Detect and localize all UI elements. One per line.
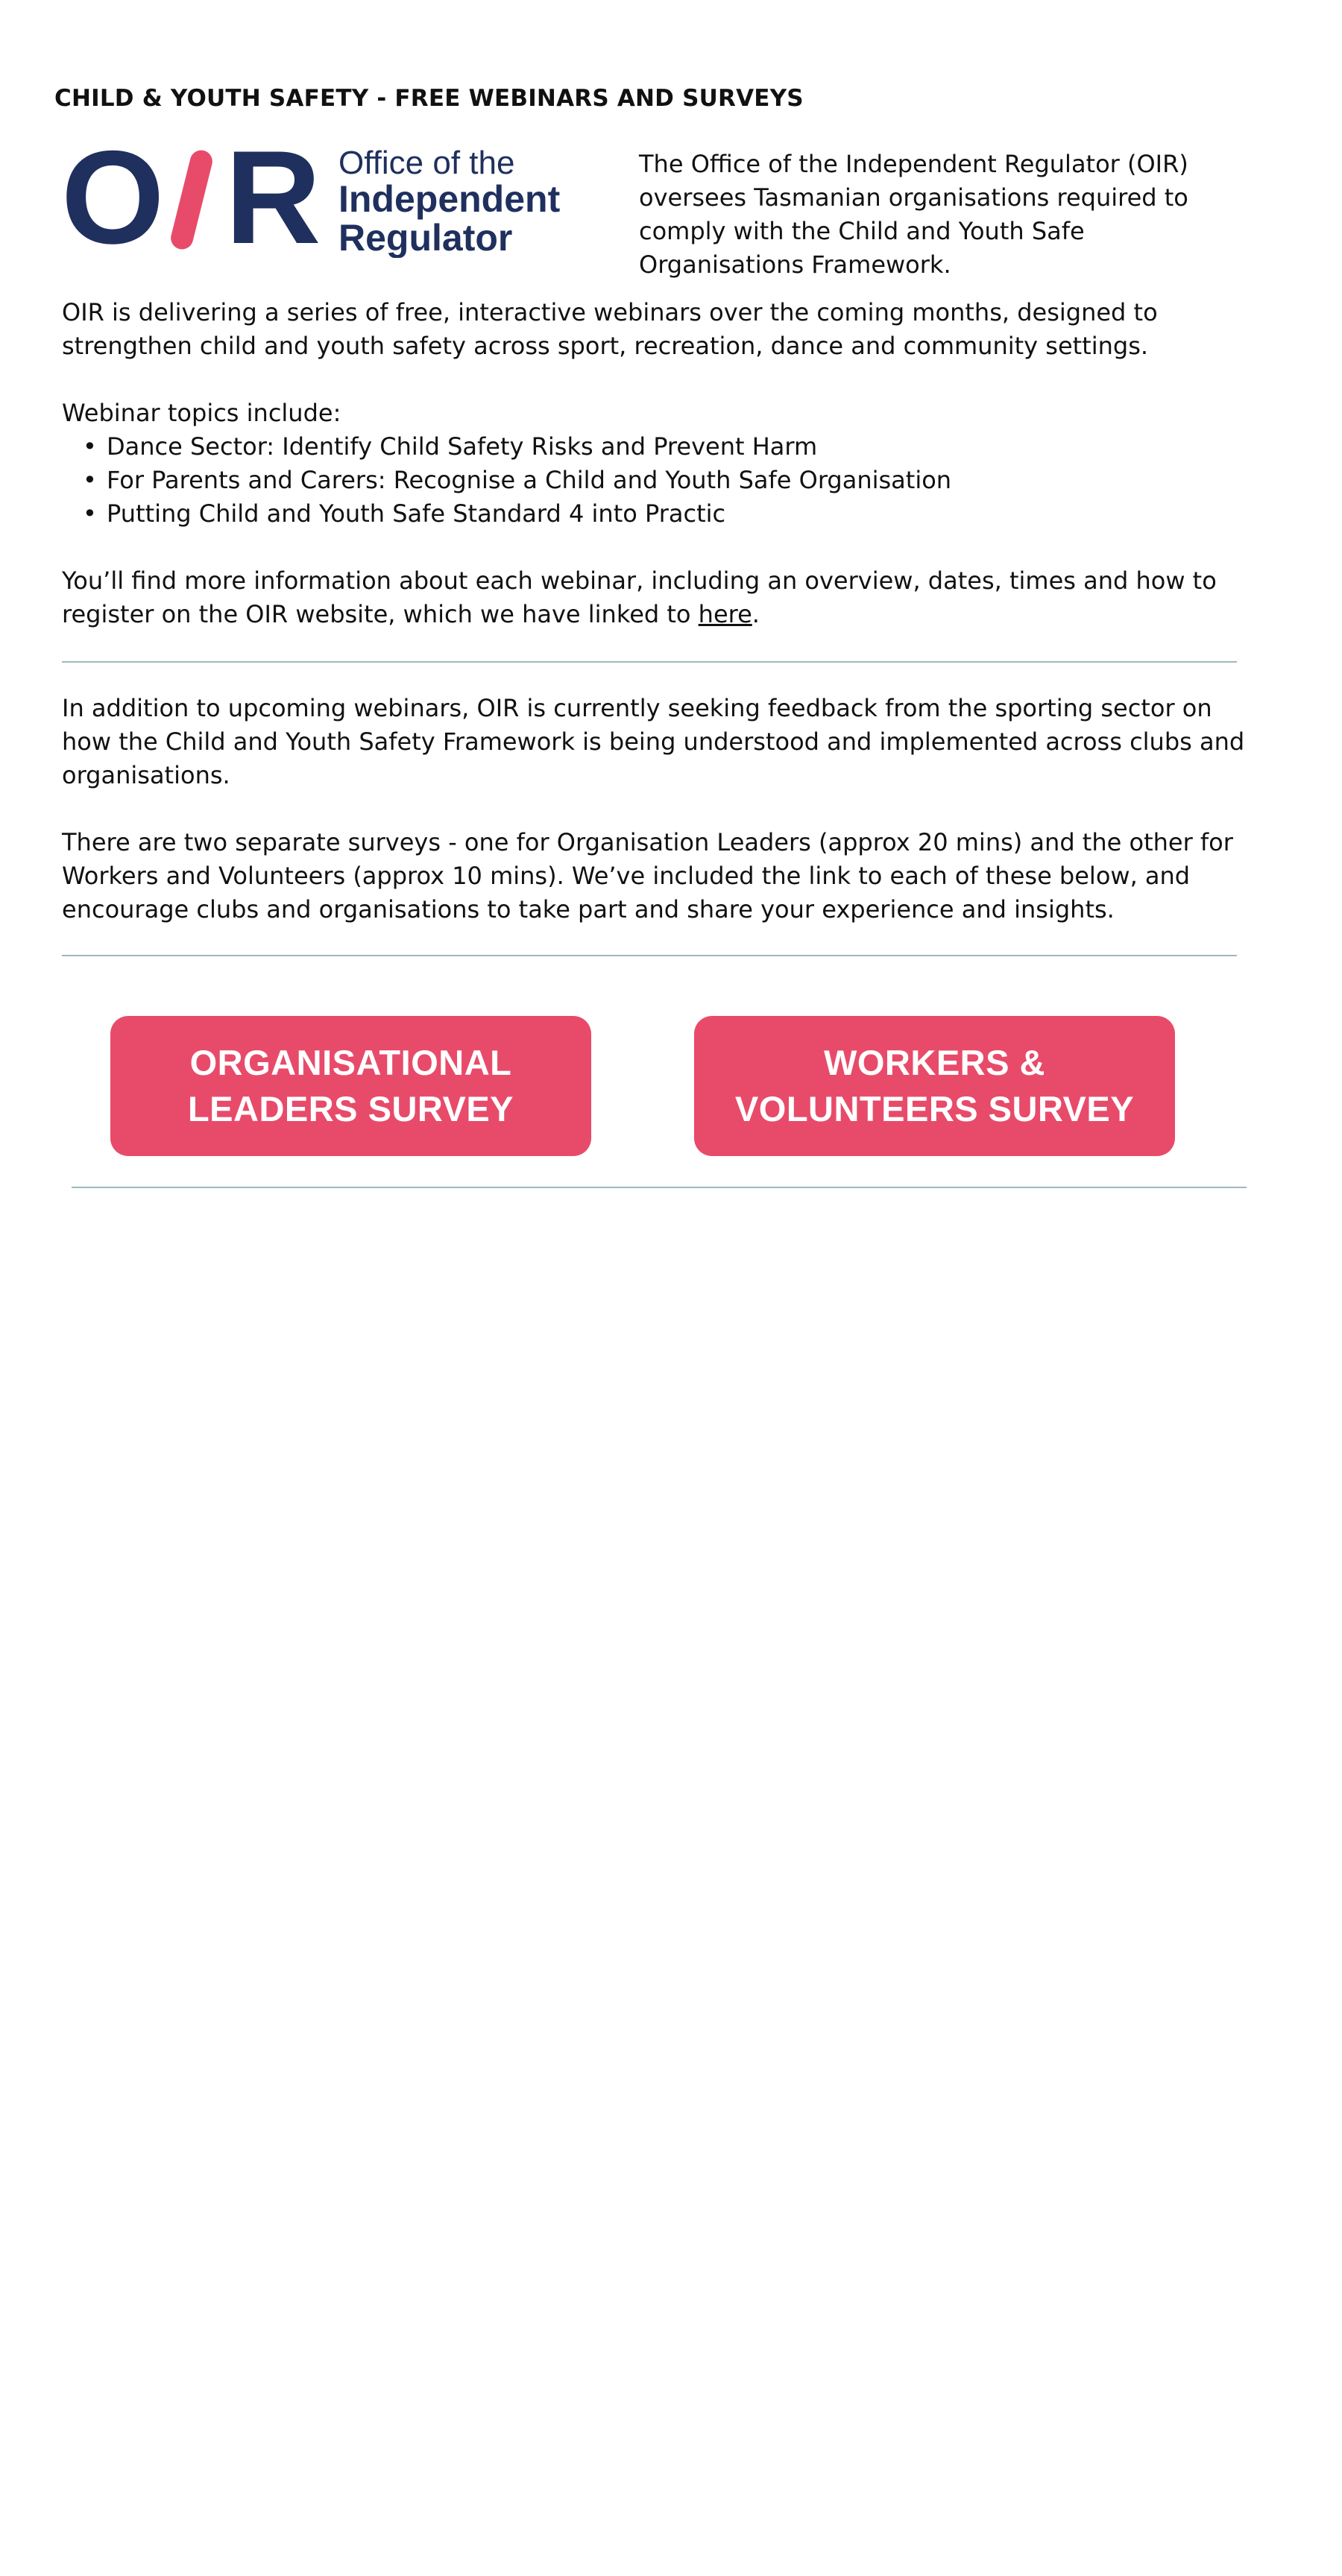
logo-mark-o: O [61,146,165,258]
leaders-survey-label: ORGANISATIONAL LEADERS SURVEY [187,1043,514,1128]
workers-survey-label: WORKERS & VOLUNTEERS SURVEY [734,1043,1135,1128]
divider [72,1187,1247,1188]
main-content [62,296,1255,631]
webinars-paragraph: OIR is delivering a series of free, interactive webinars over the coming months, designed to strengthen child and youth safety across sport, recreation, dance and community settings. [62,298,1158,360]
logo-slash [168,148,215,251]
survey-content [62,692,1255,926]
topic-text: Putting Child and Youth Safe Standard 4 into Practic [107,499,726,528]
more-info-text: You’ll find more information about each webinar, including an overview, dates, times and how to register on the OIR website, which we have linked to [62,566,1217,628]
logo-line-2: Independent [338,178,561,220]
topic-text: Dance Sector: Identify Child Safety Risks and Prevent Harm [107,432,818,461]
logo-mark-r: R [225,146,321,258]
intro-text: The Office of the Independent Regulator (OIR) oversees Tasmanian organisations required to comply with the Child and Youth Safe Organisations Framework. [639,150,1188,279]
divider [62,955,1237,956]
bullet-icon: • [83,432,97,461]
more-info-paragraph [62,564,1255,631]
logo-line-3: Regulator [338,217,513,258]
feedback-paragraph: In addition to upcoming webinars, OIR is currently seeking feedback from the sporting sector on how the Child and Youth Safety Framework is being understood and implemented across clubs and organisations. [62,694,1245,789]
spacer [62,531,1255,564]
spacer [62,792,1255,826]
divider [62,661,1237,663]
surveys-paragraph: There are two separate surveys - one for Organisation Leaders (approx 20 mins) and the other for Workers and Volunteers (approx 10 mins). We’ve included the link to each of these below, and encourage clubs and organisations to take part and share your experience and insights. [62,828,1233,924]
topics-list [62,430,1255,531]
list-item [83,497,1255,531]
list-item [83,430,1255,464]
list-item [83,464,1255,497]
topic-text: For Parents and Carers: Recognise a Child and Youth Safe Organisation [107,466,952,494]
page-title: CHILD & YOUTH SAFETY - FREE WEBINARS AND SURVEYS [54,85,804,112]
more-info-end: . [752,600,760,628]
spacer [62,363,1255,397]
topics-intro: Webinar topics include: [62,399,341,427]
here-link[interactable]: here [698,600,752,628]
oir-logo [61,146,605,258]
bullet-icon: • [83,499,97,528]
logo-line-1: Office of the [338,146,515,181]
bullet-icon: • [83,466,97,494]
workers-survey-button[interactable] [694,1016,1175,1156]
leaders-survey-button[interactable] [110,1016,591,1156]
